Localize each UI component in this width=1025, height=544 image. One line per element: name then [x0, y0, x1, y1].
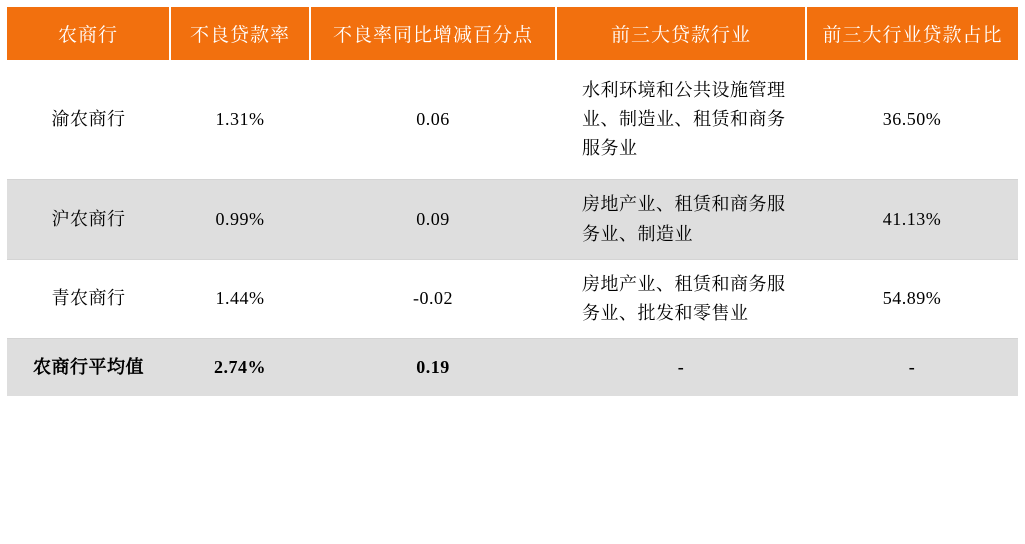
cell-npl-change: 0.09: [310, 180, 556, 259]
table-row-average: [7, 339, 1018, 397]
cell-top-share: -: [806, 339, 1018, 397]
cell-top-industries: 房地产业、租赁和商务服务业、批发和零售业: [556, 259, 806, 338]
npl-comparison-table: [7, 7, 1018, 396]
column-header-npl-ratio: 不良贷款率: [170, 7, 310, 60]
cell-top-share: 41.13%: [806, 180, 1018, 259]
table-row: [7, 60, 1018, 180]
column-header-npl-change: 不良率同比增减百分点: [310, 7, 556, 60]
header-row: [7, 7, 1018, 60]
cell-top-share: 54.89%: [806, 259, 1018, 338]
cell-top-industries: 房地产业、租赁和商务服务业、制造业: [556, 180, 806, 259]
cell-npl-ratio: 1.31%: [170, 60, 310, 180]
cell-bank: 青农商行: [7, 259, 170, 338]
cell-top-industries: 水利环境和公共设施管理业、制造业、租赁和商务服务业: [556, 60, 806, 180]
column-header-top-industries: 前三大贷款行业: [556, 7, 806, 60]
cell-npl-ratio: 1.44%: [170, 259, 310, 338]
table-row: [7, 259, 1018, 338]
cell-npl-ratio: 2.74%: [170, 339, 310, 397]
column-header-top-share: 前三大行业贷款占比: [806, 7, 1018, 60]
cell-npl-change: 0.19: [310, 339, 556, 397]
cell-bank: 农商行平均值: [7, 339, 170, 397]
table-header: [7, 7, 1018, 60]
cell-npl-change: -0.02: [310, 259, 556, 338]
cell-bank: 沪农商行: [7, 180, 170, 259]
cell-top-share: 36.50%: [806, 60, 1018, 180]
table-body: [7, 60, 1018, 396]
cell-bank: 渝农商行: [7, 60, 170, 180]
table-row: [7, 180, 1018, 259]
cell-top-industries: -: [556, 339, 806, 397]
cell-npl-change: 0.06: [310, 60, 556, 180]
column-header-bank: 农商行: [7, 7, 170, 60]
cell-npl-ratio: 0.99%: [170, 180, 310, 259]
table-container: [7, 7, 1018, 396]
